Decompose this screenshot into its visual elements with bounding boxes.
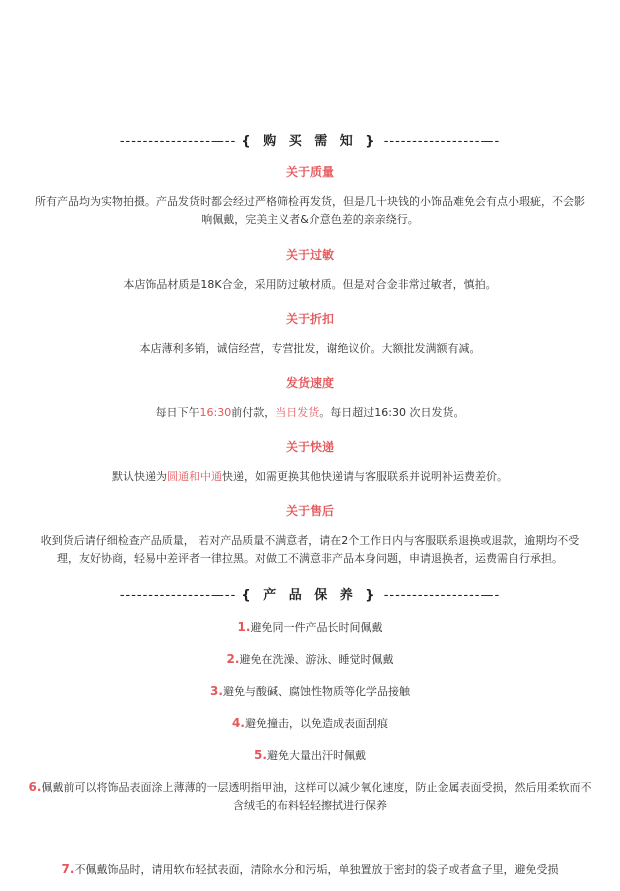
quality-line-2: 响佩戴，完美主义者&介意色差的亲亲绕行。: [201, 213, 419, 226]
after-sales-line-2: 理，友好协商，轻易中差评者一律拉黑。对做工不满意非产品本身问题，申请退换者，运费需自行承担。: [57, 552, 563, 565]
product-care-divider: [0, 584, 620, 603]
care-item-number: 4.: [232, 716, 245, 730]
care-item-text: 避免撞击，以免造成表面刮痕: [244, 717, 388, 730]
care-item-number: 7.: [61, 862, 75, 876]
shipping-text-part-3: 。每日超过16:30 次日发货。: [319, 406, 465, 419]
care-item-4: [0, 714, 620, 733]
care-item-number: 1.: [237, 620, 251, 634]
allergy-heading: 关于过敏: [285, 248, 334, 262]
divider-dashes-right: -----------------—-: [383, 134, 501, 149]
care-item-text: 避免同一件产品长时间佩戴: [250, 621, 383, 634]
courier-text: [0, 468, 620, 486]
shipping-text-part-2: 前付款，: [231, 406, 276, 419]
after-sales-heading: 关于售后: [285, 504, 334, 518]
divider-dashes-left: ----------------—--: [119, 134, 237, 149]
product-care-title: { 产 品 保 养 }: [241, 588, 379, 603]
care-item-6-line-1: [0, 778, 620, 797]
care-item-7: [0, 860, 620, 879]
care-item-text: 避免在洗澡、游泳、睡觉时佩戴: [239, 653, 394, 666]
purchase-notice-title: { 购 买 需 知 }: [241, 134, 379, 149]
care-item-5: [0, 746, 620, 765]
discount-text: 本店薄利多销，诚信经营，专营批发，谢绝议价。大额批发满额有减。: [139, 342, 481, 355]
care-item-number: 2.: [226, 652, 240, 666]
shipping-speed-text: [0, 404, 620, 422]
quality-heading: 关于质量: [285, 165, 334, 179]
courier-heading: 关于快递: [285, 440, 334, 454]
purchase-notice-divider: [0, 130, 620, 149]
care-item-text: 避免大量出汗时佩戴: [266, 749, 366, 762]
courier-names: 圆通和中通: [167, 470, 222, 483]
care-item-text: 不佩戴饰品时，请用软布轻拭表面，清除水分和污垢，单独置放于密封的袋子或者盒子里，避免受损: [74, 863, 559, 876]
care-item-number: 6.: [28, 780, 42, 794]
care-item-3: [0, 682, 620, 701]
allergy-text: 本店饰品材质是18K合金，采用防过敏材质。但是对合金非常过敏者，慎拍。: [123, 278, 497, 291]
after-sales-text: [0, 532, 620, 568]
care-item-text: 避免与酸碱、腐蚀性物质等化学品接触: [222, 685, 410, 698]
same-day-shipping: 当日发货: [275, 406, 320, 419]
courier-text-part-1: 默认快递为: [112, 470, 167, 483]
discount-heading: 关于折扣: [285, 312, 334, 326]
after-sales-line-1: 收到货后请仔细检查产品质量， 若对产品质量不满意者，请在2个工作日内与客服联系退换或退款，逾期均不受: [40, 534, 580, 547]
care-item-2: [0, 650, 620, 669]
care-item-text: 佩戴前可以将饰品表面涂上薄薄的一层透明指甲油，这样可以减少氧化速度，防止金属表面受损，然后用柔软而不: [41, 781, 592, 794]
divider-dashes-right: -----------------—-: [383, 588, 501, 603]
divider-dashes-left: ----------------—--: [119, 588, 237, 603]
quality-line-1: 所有产品均为实物拍摄。产品发货时都会经过严格筛检再发货，但是几十块钱的小饰品难免会有点小瑕疵，不会影: [35, 195, 585, 208]
shipping-speed-heading: 发货速度: [285, 376, 334, 390]
quality-text: [0, 193, 620, 229]
care-item-1: [0, 618, 620, 637]
courier-text-part-2: 快递，如需更换其他快递请与客服联系并说明补运费差价。: [222, 470, 508, 483]
shipping-cutoff-time: 16:30: [199, 406, 232, 419]
shipping-text-part-1: 每日下午: [155, 406, 200, 419]
care-item-number: 3.: [210, 684, 223, 698]
care-item-6: [0, 778, 620, 815]
care-item-number: 5.: [254, 748, 267, 762]
care-item-6-line-2: 含绒毛的布料轻轻擦拭进行保养: [233, 799, 387, 812]
